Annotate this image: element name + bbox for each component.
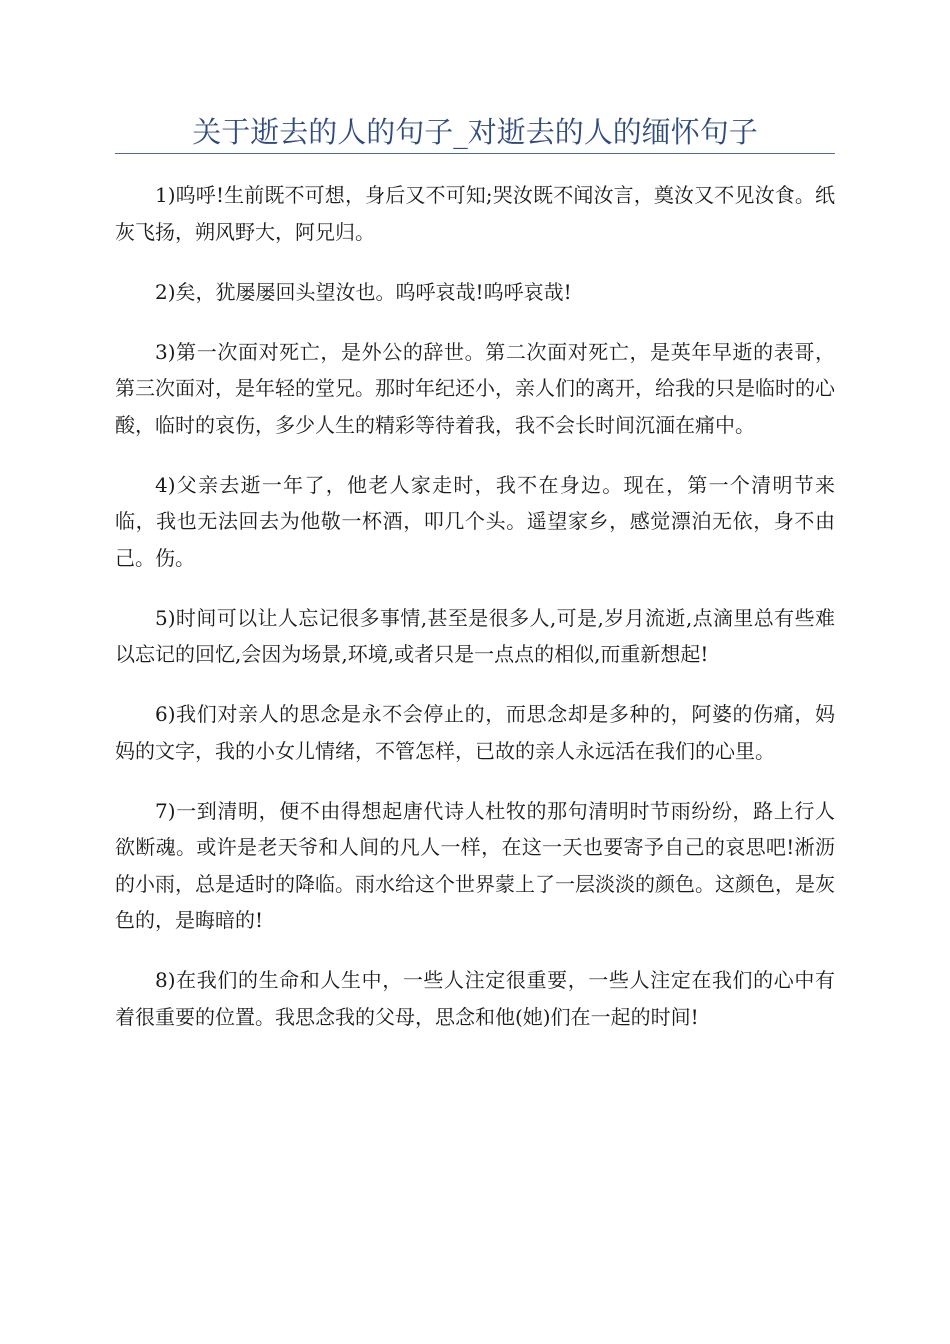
document-body	[115, 177, 835, 1059]
paragraph-8: 8)在我们的生命和人生中，一些人注定很重要，一些人注定在我们的心中有着很重要的位置。我思念我的父母，思念和他(她)们在一起的时间!	[115, 968, 835, 1029]
paragraph-1: 1)呜呼!生前既不可想，身后又不可知;哭汝既不闻汝言，奠汝又不见汝食。纸灰飞扬，朔风野大，阿兄归。	[115, 183, 835, 244]
title-underline	[115, 153, 835, 154]
paragraph-7: 7)一到清明，便不由得想起唐代诗人杜牧的那句清明时节雨纷纷，路上行人欲断魂。或许是老天爷和人间的凡人一样，在这一天也要寄予自己的哀思吧!淅沥的小雨，总是适时的降临。雨水给这个世界蒙上了一层淡淡的颜色。这颜色，是灰色的，是晦暗的!	[115, 798, 835, 932]
page-title: 关于逝去的人的句子_对逝去的人的缅怀句子	[192, 115, 758, 149]
paragraph-6: 6)我们对亲人的思念是永不会停止的，而思念却是多种的，阿婆的伤痛，妈妈的文字，我的小女儿情绪，不管怎样，已故的亲人永远活在我们的心里。	[115, 702, 835, 763]
paragraph-3: 3)第一次面对死亡，是外公的辞世。第二次面对死亡，是英年早逝的表哥，第三次面对，是年轻的堂兄。那时年纪还小，亲人们的离开，给我的只是临时的心酸，临时的哀伤，多少人生的精彩等待着我，我不会长时间沉湎在痛中。	[115, 339, 835, 437]
paragraph-5: 5)时间可以让人忘记很多事情,甚至是很多人,可是,岁月流逝,点滴里总有些难以忘记的回忆,会因为场景,环境,或者只是一点点的相似,而重新想起!	[115, 605, 835, 666]
paragraph-4: 4)父亲去逝一年了，他老人家走时，我不在身边。现在，第一个清明节来临，我也无法回去为他敬一杯酒，叩几个头。遥望家乡，感觉漂泊无依，身不由己。伤。	[115, 472, 835, 570]
paragraph-2: 2)矣，犹屡屡回头望汝也。呜呼哀哉!呜呼哀哉!	[155, 279, 572, 304]
